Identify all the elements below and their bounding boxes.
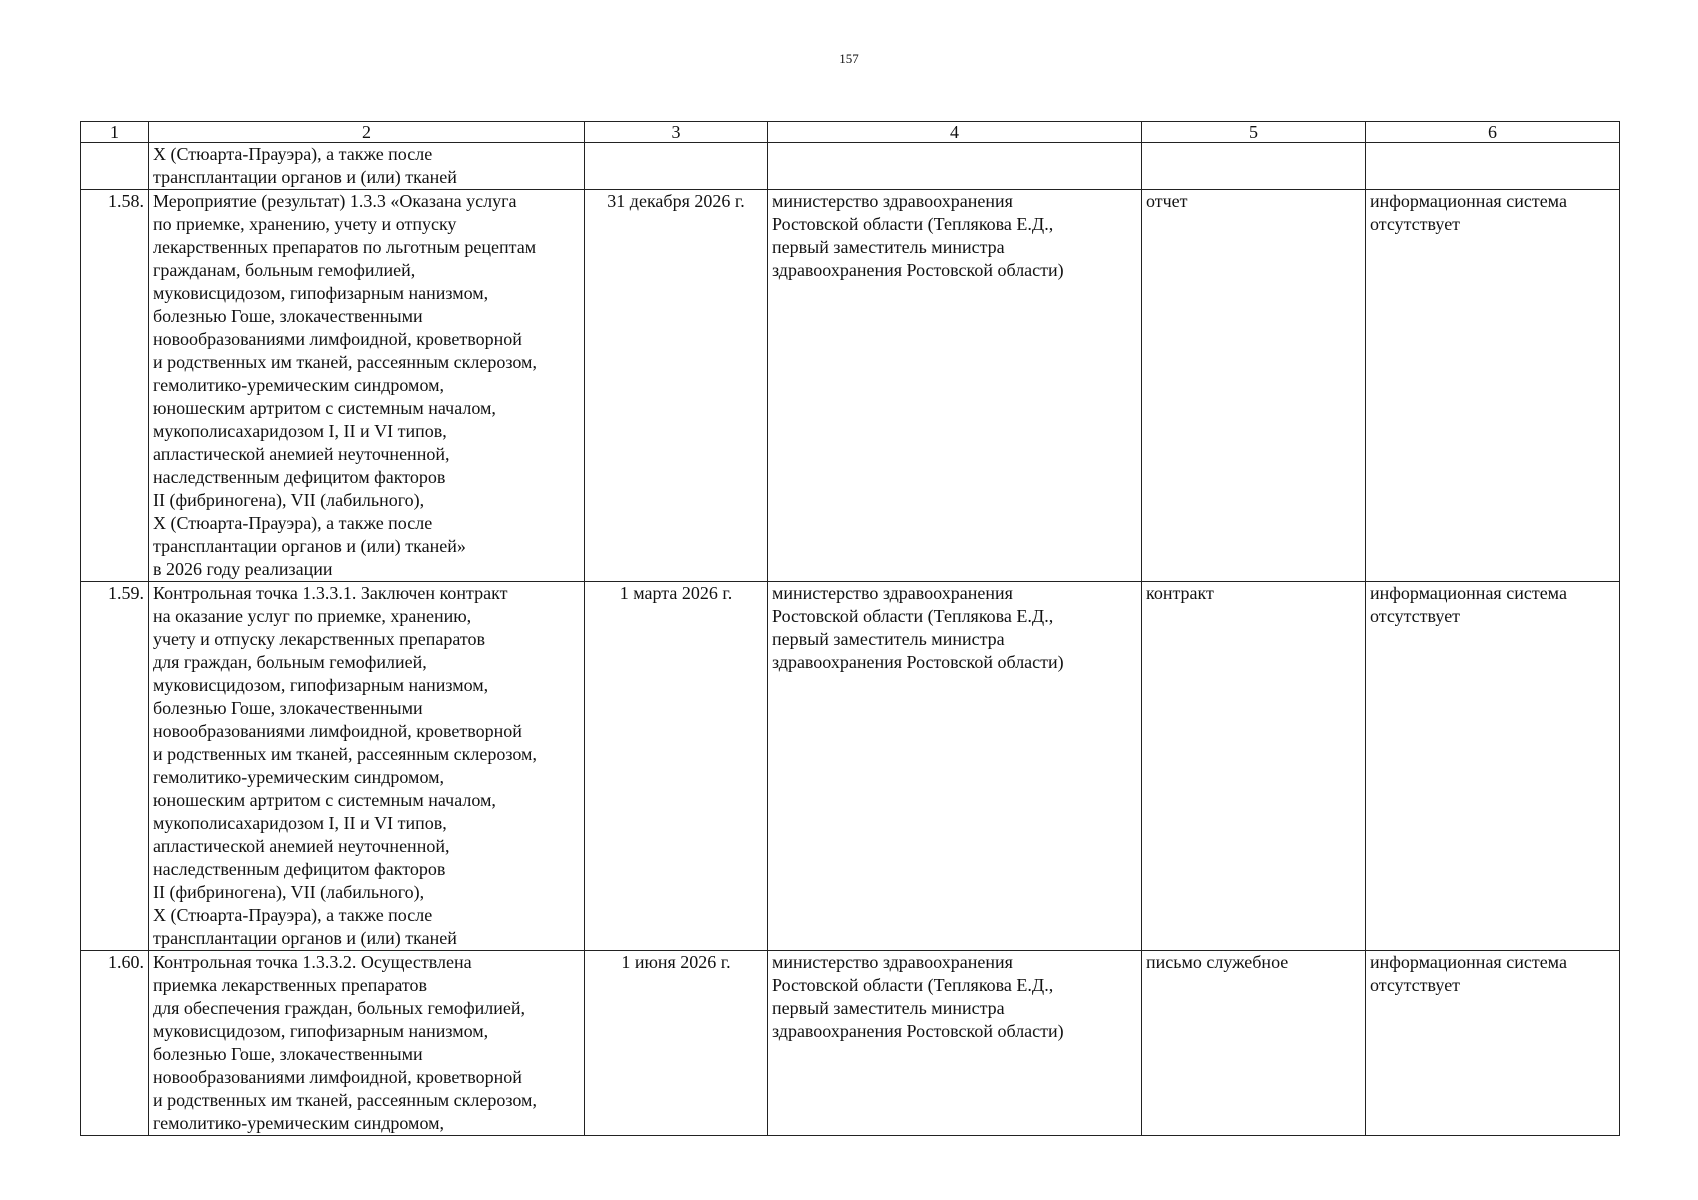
description-cell bbox=[149, 951, 585, 1136]
description-line: и родственных им тканей, рассеянным склерозом, bbox=[153, 1090, 537, 1110]
description-line: наследственным дефицитом факторов bbox=[153, 859, 446, 879]
description-line: юношеским артритом с системным началом, bbox=[153, 398, 496, 418]
description-line: приемка лекарственных препаратов bbox=[153, 975, 428, 995]
column-header: 5 bbox=[1142, 122, 1366, 143]
description-line: Контрольная точка 1.3.3.1. Заключен контракт bbox=[153, 583, 508, 603]
info-system-line: отсутствует bbox=[1370, 214, 1461, 234]
responsible-line: Ростовской области (Теплякова Е.Д., bbox=[772, 606, 1054, 626]
deadline-cell bbox=[585, 143, 768, 190]
table-row bbox=[81, 190, 1620, 582]
description-line: и родственных им тканей, рассеянным склерозом, bbox=[153, 352, 537, 372]
table-row bbox=[81, 582, 1620, 951]
responsible-cell bbox=[768, 951, 1142, 1136]
description-line: мукополисахаридозом I, II и VI типов, bbox=[153, 813, 447, 833]
responsible-line: здравоохранения Ростовской области) bbox=[772, 260, 1064, 280]
description-line: II (фибриногена), VII (лабильного), bbox=[153, 882, 425, 902]
description-cell bbox=[149, 143, 585, 190]
info-system-line: отсутствует bbox=[1370, 975, 1461, 995]
responsible-line: здравоохранения Ростовской области) bbox=[772, 652, 1064, 672]
deadline-cell: 1 марта 2026 г. bbox=[585, 582, 768, 951]
description-line: трансплантации органов и (или) тканей» bbox=[153, 536, 466, 556]
info-system-cell bbox=[1366, 951, 1620, 1136]
column-number-row bbox=[81, 122, 1620, 143]
row-number bbox=[81, 143, 149, 190]
info-system-cell bbox=[1366, 582, 1620, 951]
description-line: наследственным дефицитом факторов bbox=[153, 467, 446, 487]
column-header: 3 bbox=[585, 122, 768, 143]
responsible-line: здравоохранения Ростовской области) bbox=[772, 1021, 1064, 1041]
description-line: по приемке, хранению, учету и отпуску bbox=[153, 214, 457, 234]
table-row bbox=[81, 143, 1620, 190]
row-number: 1.60. bbox=[81, 951, 149, 1136]
info-system-line: информационная система bbox=[1370, 583, 1567, 603]
description-line: лекарственных препаратов по льготным рецептам bbox=[153, 237, 537, 257]
responsible-line: министерство здравоохранения bbox=[772, 191, 1013, 211]
page-number: 157 bbox=[839, 51, 859, 66]
description-line: болезнью Гоше, злокачественными bbox=[153, 306, 423, 326]
responsible-line: министерство здравоохранения bbox=[772, 583, 1013, 603]
responsible-line: министерство здравоохранения bbox=[772, 952, 1013, 972]
description-line: апластической анемией неуточненной, bbox=[153, 444, 450, 464]
description-line: и родственных им тканей, рассеянным склерозом, bbox=[153, 744, 537, 764]
info-system-line: информационная система bbox=[1370, 191, 1567, 211]
description-line: гемолитико-уремическим синдромом, bbox=[153, 1113, 444, 1133]
description-line: трансплантации органов и (или) тканей bbox=[153, 167, 457, 187]
description-line: гемолитико-уремическим синдромом, bbox=[153, 767, 444, 787]
description-line: новообразованиями лимфоидной, кроветворной bbox=[153, 1067, 522, 1087]
description-line: для граждан, больным гемофилией, bbox=[153, 652, 427, 672]
document-cell: письмо служебное bbox=[1142, 951, 1366, 1136]
description-line: муковисцидозом, гипофизарным нанизмом, bbox=[153, 1021, 489, 1041]
responsible-line: Ростовской области (Теплякова Е.Д., bbox=[772, 214, 1054, 234]
description-line: учету и отпуску лекарственных препаратов bbox=[153, 629, 485, 649]
description-line: болезнью Гоше, злокачественными bbox=[153, 698, 423, 718]
responsible-line: Ростовской области (Теплякова Е.Д., bbox=[772, 975, 1054, 995]
row-number: 1.58. bbox=[81, 190, 149, 582]
description-line: для обеспечения граждан, больных гемофилией, bbox=[153, 998, 526, 1018]
description-line: II (фибриногена), VII (лабильного), bbox=[153, 490, 425, 510]
row-number: 1.59. bbox=[81, 582, 149, 951]
description-line: новообразованиями лимфоидной, кроветворной bbox=[153, 329, 522, 349]
responsible-cell bbox=[768, 190, 1142, 582]
column-header: 2 bbox=[149, 122, 585, 143]
info-system-cell bbox=[1366, 143, 1620, 190]
info-system-line: отсутствует bbox=[1370, 606, 1461, 626]
responsible-line: первый заместитель министра bbox=[772, 998, 1005, 1018]
description-line: в 2026 году реализации bbox=[153, 559, 333, 579]
description-cell bbox=[149, 582, 585, 951]
table-row bbox=[81, 951, 1620, 1136]
description-line: юношеским артритом с системным началом, bbox=[153, 790, 496, 810]
description-line: апластической анемией неуточненной, bbox=[153, 836, 450, 856]
responsible-cell bbox=[768, 582, 1142, 951]
description-line: гражданам, больным гемофилией, bbox=[153, 260, 416, 280]
description-line: на оказание услуг по приемке, хранению, bbox=[153, 606, 472, 626]
description-line: гемолитико-уремическим синдромом, bbox=[153, 375, 444, 395]
description-line: Мероприятие (результат) 1.3.3 «Оказана услуга bbox=[153, 191, 517, 211]
deadline-cell: 1 июня 2026 г. bbox=[585, 951, 768, 1136]
description-line: болезнью Гоше, злокачественными bbox=[153, 1044, 423, 1064]
document-cell: отчет bbox=[1142, 190, 1366, 582]
responsible-line: первый заместитель министра bbox=[772, 629, 1005, 649]
column-header: 6 bbox=[1366, 122, 1620, 143]
column-header: 1 bbox=[81, 122, 149, 143]
document-cell bbox=[1142, 143, 1366, 190]
description-line: муковисцидозом, гипофизарным нанизмом, bbox=[153, 283, 489, 303]
description-line: X (Стюарта-Прауэра), а также после bbox=[153, 513, 433, 533]
plan-table bbox=[80, 121, 1620, 1136]
info-system-cell bbox=[1366, 190, 1620, 582]
description-line: X (Стюарта-Прауэра), а также после bbox=[153, 144, 433, 164]
description-line: новообразованиями лимфоидной, кроветворной bbox=[153, 721, 522, 741]
info-system-line: информационная система bbox=[1370, 952, 1567, 972]
responsible-line: первый заместитель министра bbox=[772, 237, 1005, 257]
description-line: муковисцидозом, гипофизарным нанизмом, bbox=[153, 675, 489, 695]
responsible-cell bbox=[768, 143, 1142, 190]
document-cell: контракт bbox=[1142, 582, 1366, 951]
description-line: мукополисахаридозом I, II и VI типов, bbox=[153, 421, 447, 441]
description-line: X (Стюарта-Прауэра), а также после bbox=[153, 905, 433, 925]
description-line: трансплантации органов и (или) тканей bbox=[153, 928, 457, 948]
description-line: Контрольная точка 1.3.3.2. Осуществлена bbox=[153, 952, 472, 972]
column-header: 4 bbox=[768, 122, 1142, 143]
description-cell bbox=[149, 190, 585, 582]
deadline-cell: 31 декабря 2026 г. bbox=[585, 190, 768, 582]
